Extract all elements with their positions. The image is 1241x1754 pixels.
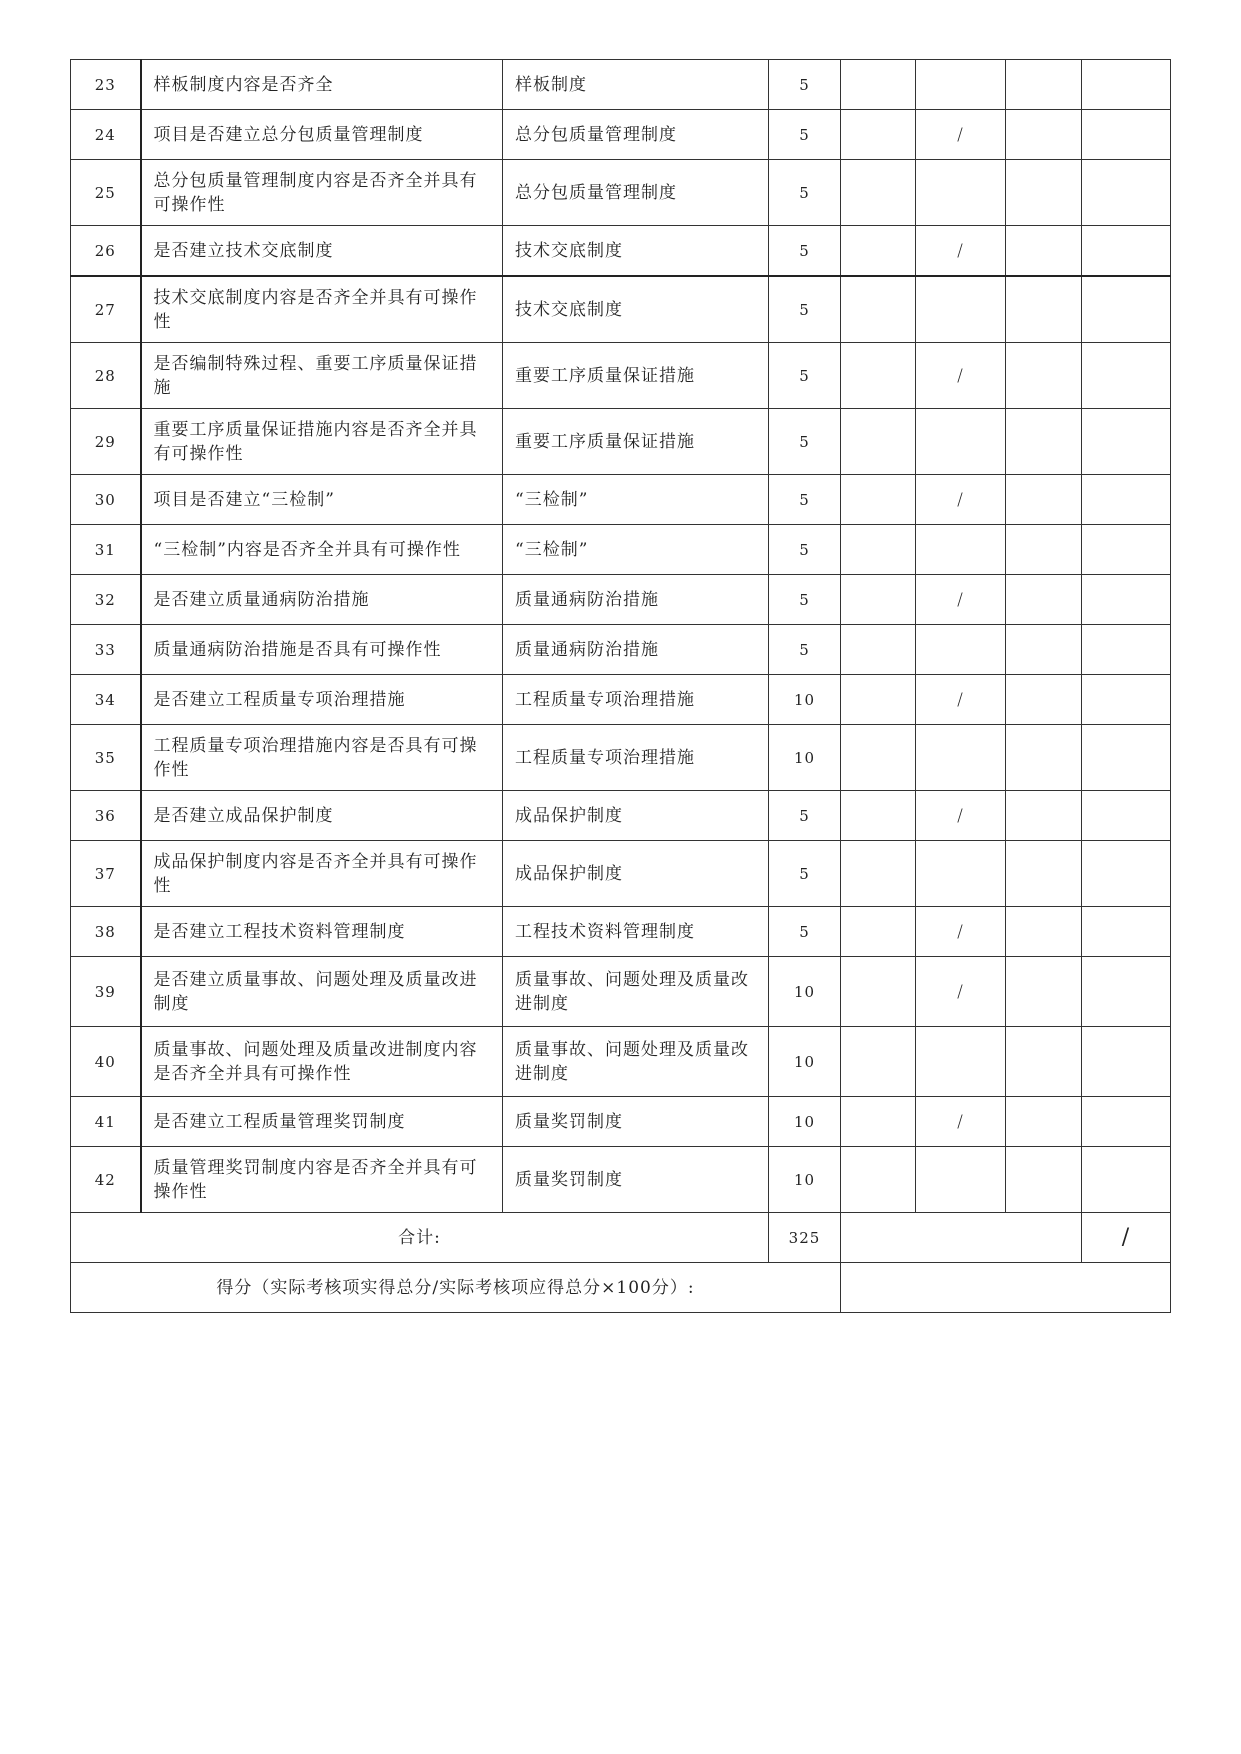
row-number: 30 [71,475,141,525]
blank-cell [841,575,916,625]
reference-document: 工程质量专项治理措施 [503,725,769,791]
na-mark: / [916,226,1006,277]
row-number: 29 [71,409,141,475]
blank-cell [1006,625,1082,675]
row-number: 37 [71,841,141,907]
check-item: 是否建立质量事故、问题处理及质量改进制度 [141,957,503,1027]
na-mark: / [916,1097,1006,1147]
blank-cell [841,343,916,409]
blank-cell [1082,1147,1171,1213]
reference-document: 质量奖罚制度 [503,1147,769,1213]
final-score-value-cell [841,1263,1171,1313]
check-item: 成品保护制度内容是否齐全并具有可操作性 [141,841,503,907]
blank-cell [841,276,916,343]
blank-cell [1082,1027,1171,1097]
blank-cell [1006,791,1082,841]
blank-cell [841,110,916,160]
table-row [71,957,1171,1027]
table-row [71,1097,1171,1147]
row-number: 27 [71,276,141,343]
row-number: 36 [71,791,141,841]
reference-document: 总分包质量管理制度 [503,110,769,160]
table-row [71,725,1171,791]
blank-cell [841,1097,916,1147]
row-number: 32 [71,575,141,625]
row-number: 26 [71,226,141,277]
reference-document: 质量事故、问题处理及质量改进制度 [503,1027,769,1097]
check-item: 总分包质量管理制度内容是否齐全并具有可操作性 [141,160,503,226]
na-mark: / [916,475,1006,525]
table-row [71,791,1171,841]
row-number: 35 [71,725,141,791]
reference-document: 工程质量专项治理措施 [503,675,769,725]
blank-cell [1082,957,1171,1027]
row-number: 42 [71,1147,141,1213]
blank-cell [1082,276,1171,343]
na-mark [916,841,1006,907]
na-mark [916,276,1006,343]
standard-score: 5 [769,160,841,226]
check-item: “三检制”内容是否齐全并具有可操作性 [141,525,503,575]
table-row [71,675,1171,725]
standard-score: 10 [769,957,841,1027]
row-number: 39 [71,957,141,1027]
table-row [71,276,1171,343]
table-row [71,625,1171,675]
check-item: 重要工序质量保证措施内容是否齐全并具有可操作性 [141,409,503,475]
blank-cell [1006,276,1082,343]
blank-cell [1082,343,1171,409]
na-mark [916,160,1006,226]
final-score-row [71,1263,1171,1313]
assessment-table [70,59,1171,1313]
check-item: 是否建立工程质量管理奖罚制度 [141,1097,503,1147]
row-number: 31 [71,525,141,575]
standard-score: 5 [769,841,841,907]
row-number: 40 [71,1027,141,1097]
table-row [71,841,1171,907]
na-mark [916,60,1006,110]
blank-cell [841,907,916,957]
na-mark: / [916,343,1006,409]
check-item: 质量事故、问题处理及质量改进制度内容是否齐全并具有可操作性 [141,1027,503,1097]
blank-cell [841,160,916,226]
reference-document: 重要工序质量保证措施 [503,409,769,475]
standard-score: 5 [769,625,841,675]
na-mark [916,725,1006,791]
standard-score: 5 [769,525,841,575]
total-label: 合计: [71,1213,769,1263]
blank-cell [1006,1097,1082,1147]
row-number: 24 [71,110,141,160]
na-mark [916,525,1006,575]
standard-score: 5 [769,575,841,625]
table-row [71,226,1171,277]
na-mark: / [916,791,1006,841]
na-mark: / [916,907,1006,957]
standard-score: 5 [769,226,841,277]
blank-cell [1006,1147,1082,1213]
blank-cell [841,1027,916,1097]
table-row [71,1027,1171,1097]
blank-cell [1006,60,1082,110]
blank-cell [1082,525,1171,575]
blank-cell [1006,957,1082,1027]
standard-score: 5 [769,60,841,110]
standard-score: 10 [769,1027,841,1097]
table-row [71,343,1171,409]
reference-document: “三检制” [503,525,769,575]
table-row [71,1147,1171,1213]
na-mark [916,625,1006,675]
row-number: 28 [71,343,141,409]
blank-cell [1006,525,1082,575]
blank-cell [1082,675,1171,725]
row-number: 23 [71,60,141,110]
na-mark: / [916,957,1006,1027]
blank-cell [1082,725,1171,791]
blank-cell [1006,575,1082,625]
check-item: 项目是否建立总分包质量管理制度 [141,110,503,160]
reference-document: 质量通病防治措施 [503,575,769,625]
standard-score: 5 [769,475,841,525]
check-item: 项目是否建立“三检制” [141,475,503,525]
reference-document: 样板制度 [503,60,769,110]
row-number: 25 [71,160,141,226]
check-item: 技术交底制度内容是否齐全并具有可操作性 [141,276,503,343]
row-number: 41 [71,1097,141,1147]
standard-score: 5 [769,791,841,841]
reference-document: 质量事故、问题处理及质量改进制度 [503,957,769,1027]
standard-score: 10 [769,1097,841,1147]
check-item: 是否建立工程质量专项治理措施 [141,675,503,725]
reference-document: 质量通病防治措施 [503,625,769,675]
blank-cell [841,957,916,1027]
blank-cell [1082,110,1171,160]
reference-document: 技术交底制度 [503,276,769,343]
reference-document: 成品保护制度 [503,841,769,907]
table-body [71,60,1171,1213]
reference-document: 质量奖罚制度 [503,1097,769,1147]
row-number: 33 [71,625,141,675]
blank-cell [1082,160,1171,226]
blank-cell [841,475,916,525]
na-mark [916,409,1006,475]
check-item: 是否建立技术交底制度 [141,226,503,277]
check-item: 是否建立工程技术资料管理制度 [141,907,503,957]
standard-score: 5 [769,110,841,160]
na-mark [916,1027,1006,1097]
check-item: 质量通病防治措施是否具有可操作性 [141,625,503,675]
na-mark: / [916,575,1006,625]
check-item: 是否建立成品保护制度 [141,791,503,841]
row-number: 34 [71,675,141,725]
blank-cell [841,525,916,575]
standard-score: 5 [769,409,841,475]
blank-cell [841,409,916,475]
check-item: 质量管理奖罚制度内容是否齐全并具有可操作性 [141,1147,503,1213]
na-mark: / [916,675,1006,725]
final-score-label: 得分（实际考核项实得总分/实际考核项应得总分×100分）: [71,1263,841,1313]
blank-cell [1006,841,1082,907]
blank-cell [1006,409,1082,475]
blank-cell [1006,725,1082,791]
blank-cell [841,725,916,791]
reference-document: 总分包质量管理制度 [503,160,769,226]
blank-cell [1082,475,1171,525]
blank-cell [841,841,916,907]
standard-score: 10 [769,725,841,791]
blank-cell [841,226,916,277]
blank-cell [1082,575,1171,625]
blank-cell [1006,907,1082,957]
standard-score: 10 [769,1147,841,1213]
blank-cell [1082,226,1171,277]
blank-cell [1006,343,1082,409]
reference-document: “三检制” [503,475,769,525]
check-item: 工程质量专项治理措施内容是否具有可操作性 [141,725,503,791]
table-row [71,907,1171,957]
total-score: 325 [769,1213,841,1263]
blank-cell [841,1147,916,1213]
blank-cell [1006,226,1082,277]
table-row [71,60,1171,110]
na-mark [916,1147,1006,1213]
blank-cell [1082,791,1171,841]
standard-score: 10 [769,675,841,725]
standard-score: 5 [769,907,841,957]
reference-document: 技术交底制度 [503,226,769,277]
table-row [71,525,1171,575]
blank-cell [1082,625,1171,675]
check-item: 是否建立质量通病防治措施 [141,575,503,625]
blank-cell [841,791,916,841]
standard-score: 5 [769,276,841,343]
blank-cell [1006,475,1082,525]
blank-cell [841,675,916,725]
table-row [71,575,1171,625]
total-row [71,1213,1171,1263]
total-blank-cell [841,1213,1082,1263]
reference-document: 工程技术资料管理制度 [503,907,769,957]
check-item: 是否编制特殊过程、重要工序质量保证措施 [141,343,503,409]
blank-cell [1082,409,1171,475]
blank-cell [1006,160,1082,226]
table-row [71,110,1171,160]
blank-cell [1082,841,1171,907]
blank-cell [1082,907,1171,957]
row-number: 38 [71,907,141,957]
blank-cell [841,625,916,675]
blank-cell [1082,60,1171,110]
check-item: 样板制度内容是否齐全 [141,60,503,110]
na-mark: / [916,110,1006,160]
blank-cell [1006,675,1082,725]
table-row [71,409,1171,475]
standard-score: 5 [769,343,841,409]
blank-cell [1006,1027,1082,1097]
blank-cell [841,60,916,110]
reference-document: 重要工序质量保证措施 [503,343,769,409]
total-mark: / [1082,1213,1171,1263]
blank-cell [1082,1097,1171,1147]
blank-cell [1006,110,1082,160]
table-row [71,160,1171,226]
table-row [71,475,1171,525]
reference-document: 成品保护制度 [503,791,769,841]
